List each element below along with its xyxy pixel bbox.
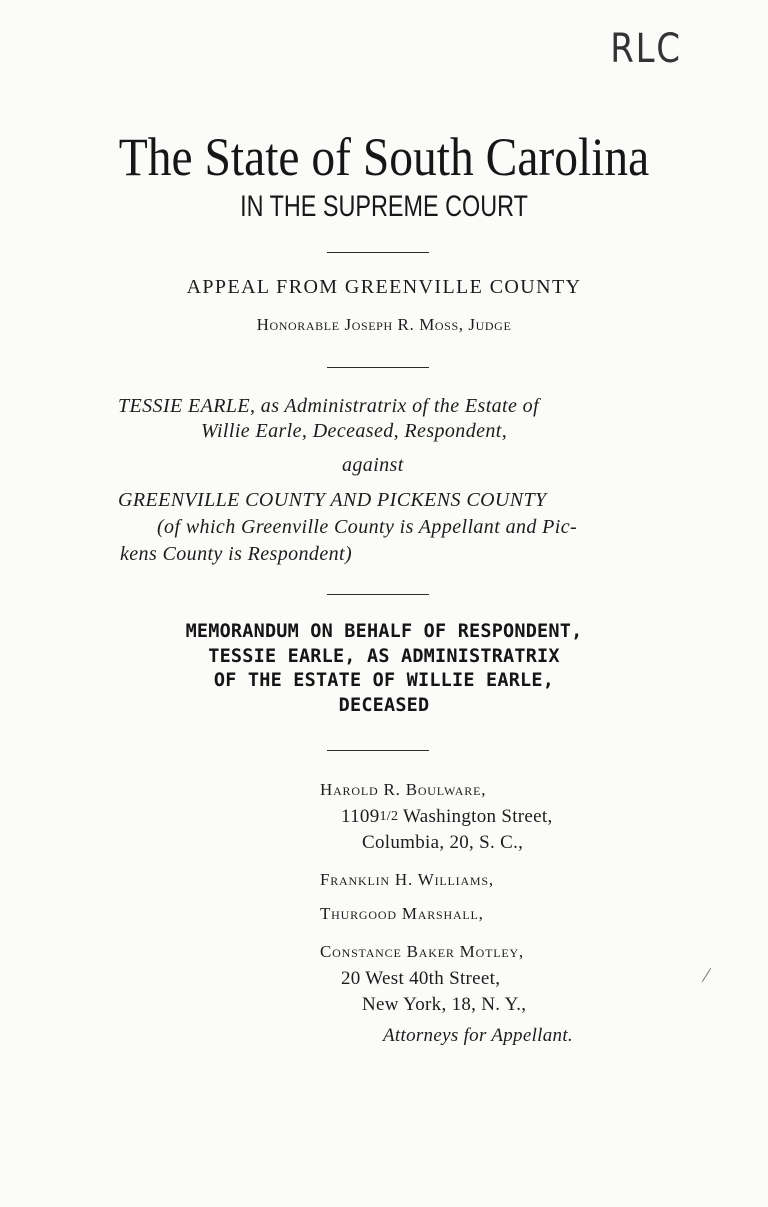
memorandum-title [0,620,768,718]
boulware-street [341,806,553,828]
versus-label: against [342,454,404,476]
divider-rule [327,594,429,595]
divider-rule [327,750,429,751]
motley-city: New York, 18, N. Y., [362,994,527,1015]
motley-street: 20 West 40th Street, [341,968,501,989]
divider-rule [327,252,429,253]
appellant-line-3: kens County is Respondent) [120,543,353,565]
judge-line: Honorable Joseph R. Moss, Judge [256,315,512,334]
memo-line-4: DECEASED [338,694,430,716]
court-heading: IN THE SUPREME COURT [240,190,528,223]
respondent-line-2: Willie Earle, Deceased, Respondent, [201,420,508,442]
attorneys-role: Attorneys for Appellant. [383,1025,573,1046]
attorney-marshall: Thurgood Marshall, [320,904,484,923]
attorney-williams: Franklin H. Williams, [320,870,494,889]
handwritten-annotation: RLC [610,26,682,72]
appeal-from: APPEAL FROM GREENVILLE COUNTY [186,276,582,298]
memo-line-2: TESSIE EARLE, AS ADMINISTRATRIX [208,645,560,667]
boulware-street-number: 1109 [341,806,380,827]
appellant-line-1: GREENVILLE COUNTY AND PICKENS COUNTY [118,489,547,511]
appellant-line-2: (of which Greenville County is Appellant and Pic- [157,516,578,538]
divider-rule [327,367,429,368]
attorney-boulware: Harold R. Boulware, [320,780,487,799]
boulware-city: Columbia, 20, S. C., [362,832,524,853]
stray-pen-mark [702,968,711,982]
memo-line-1: MEMORANDUM ON BEHALF OF RESPONDENT, [185,621,583,642]
boulware-street-fraction: 1/2 [379,809,399,824]
boulware-street-name: Washington Street, [398,806,553,827]
page-title: The State of South Carolina [118,127,650,187]
memo-line-3: OF THE ESTATE OF WILLIE EARLE, [213,670,555,691]
respondent-line-1: TESSIE EARLE, as Administratrix of the Estate of [118,395,540,417]
attorney-motley: Constance Baker Motley, [320,942,524,961]
